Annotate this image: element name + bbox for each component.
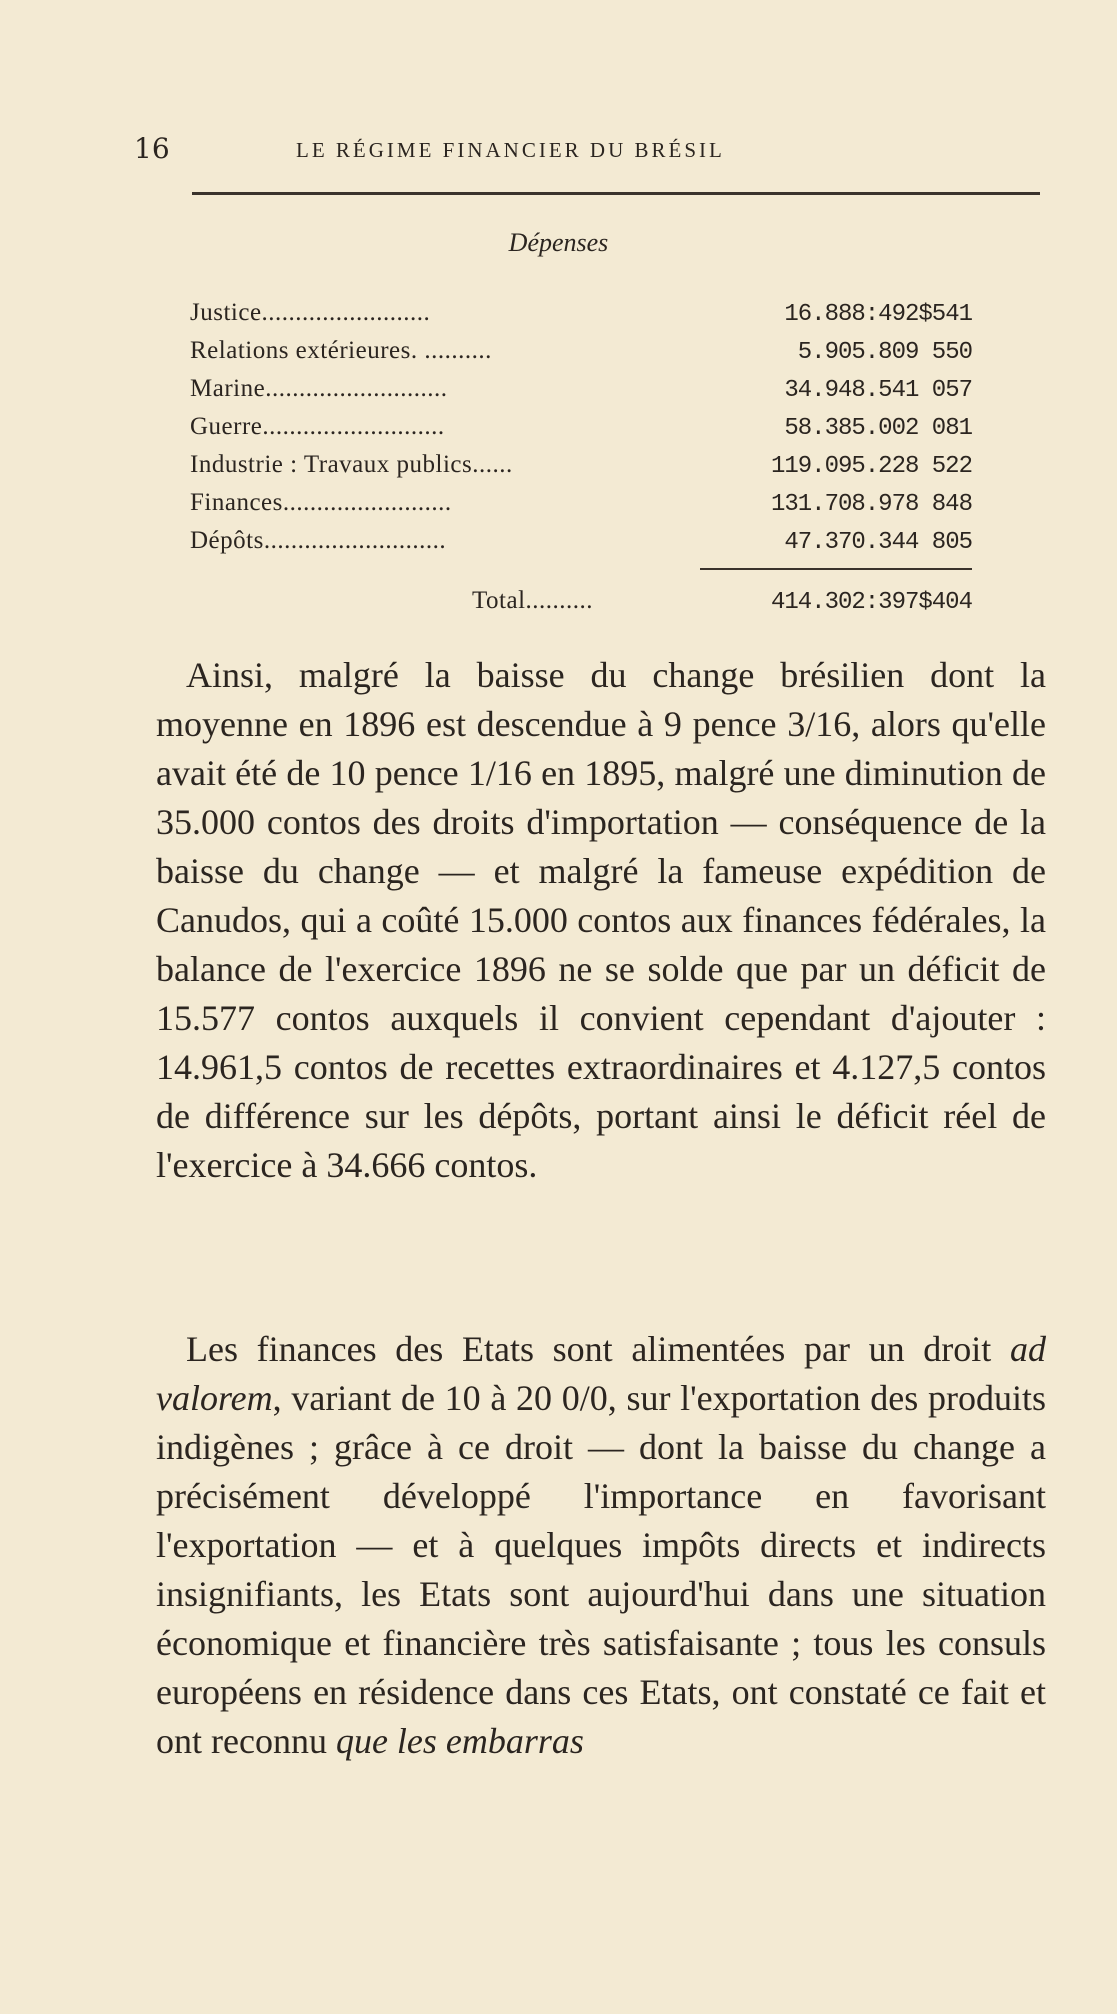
ledger-label: Marine...........................: [190, 375, 448, 402]
page-number: 16: [134, 132, 170, 165]
ledger-label: Dépôts...........................: [190, 527, 447, 554]
italic-que-les-embarras: que les embarras: [335, 1721, 584, 1761]
total-label: Total..........: [472, 587, 594, 614]
paragraph-2-text-b: , variant de 10 à 20 0/0, sur l'exportation des produits indigènes ; grâce à ce droit — dont la baisse du change a précisément développé l'importance en favorisant l'exportation — et à quelques impôts directs et indirects insignifiants, les Etats sont aujourd'hui dans une situation économique et financière très satisfaisante ; tous les consuls européens en résidence dans ces Etats, ont constaté ce fait et ont reconnu: [156, 1378, 1046, 1761]
ledger-row-industrie: [190, 446, 972, 484]
ledger-row-justice: [190, 294, 972, 332]
running-head: LE RÉGIME FINANCIER DU BRÉSIL: [296, 138, 725, 162]
header-rule: [192, 192, 1040, 195]
total-rule: [700, 568, 972, 570]
ledger-label: Justice.........................: [190, 299, 431, 326]
paragraph-1-text: Ainsi, malgré la baisse du change brésilien dont la moyenne en 1896 est descendue à 9 pence 3/16, alors qu'elle avait été de 10 pence 1/16 en 1895, malgré une diminution de 35.000 contos des droits d'importation — conséquence de la baisse du change — et malgré la fameuse expédition de Canudos, qui a coûté 15.000 contos aux finances fédérales, la balance de l'exercice 1896 ne se solde que par un déficit de 15.577 contos auxquels il convient cependant d'ajouter : 14.961,5 contos de recettes extraordinaires et 4.127,5 contos de différence sur les dépôts, portant ainsi le déficit réel de l'exercice à 34.666 contos.: [156, 655, 1046, 1185]
ledger-row-guerre: [190, 408, 972, 446]
ledger-amount: 5.905.809 550: [797, 339, 972, 366]
ledger-row-depots: [190, 522, 972, 560]
total-amount: 414.302:397$404: [770, 589, 972, 616]
ledger-label: Industrie : Travaux publics......: [190, 451, 513, 478]
ledger-label: Finances.........................: [190, 489, 452, 516]
body-paragraph-2: [156, 1325, 1046, 1766]
section-title: Dépenses: [508, 228, 609, 257]
ledger-total-row: [190, 582, 972, 620]
body-paragraph-1: [156, 651, 1046, 1190]
ledger-row-marine: [190, 370, 972, 408]
ledger-row-relations: [190, 332, 972, 370]
italic-ad-valorem: ad valorem: [156, 1329, 1047, 1418]
paragraph-2-text-a: Les finances des Etats sont alimentées par un droit: [186, 1329, 992, 1369]
ledger-label: Relations extérieures. ..........: [190, 337, 492, 364]
ledger-amount: 131.708.978 848: [770, 491, 972, 518]
expense-ledger: [190, 294, 972, 620]
ledger-amount: 119.095.228 522: [770, 453, 972, 480]
ledger-label: Guerre...........................: [190, 413, 445, 440]
ledger-amount: 58.385.002 081: [784, 415, 972, 442]
ledger-amount: 34.948.541 057: [784, 377, 972, 404]
ledger-amount: 47.370.344 805: [784, 529, 972, 556]
ledger-amount: 16.888:492$541: [784, 301, 972, 328]
ledger-row-finances: [190, 484, 972, 522]
